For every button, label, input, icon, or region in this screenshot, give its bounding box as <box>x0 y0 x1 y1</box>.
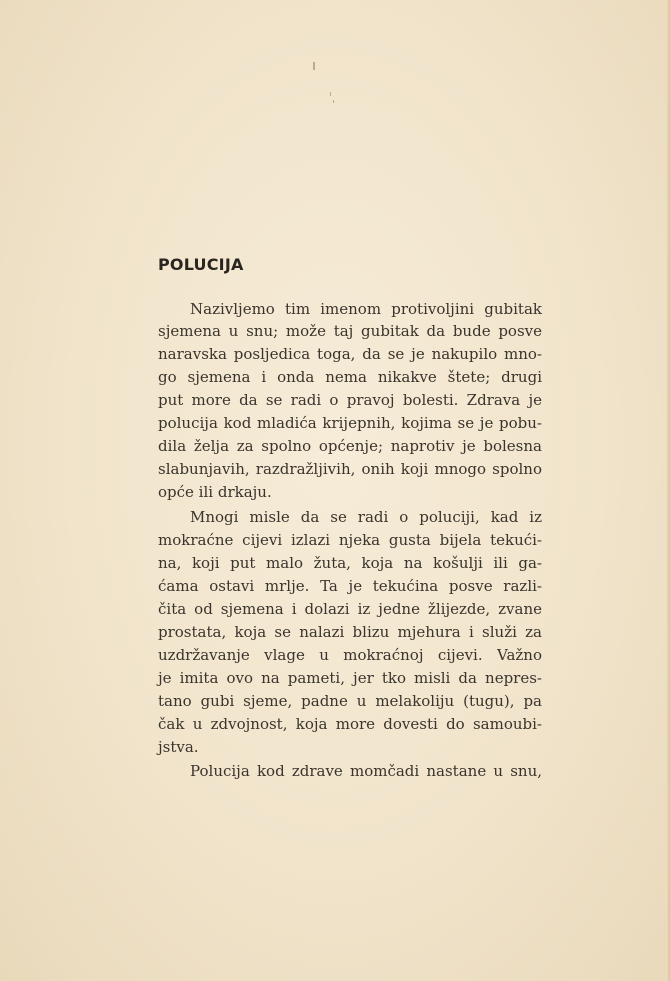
text-line: tano gubi sjeme, padne u melakoliju (tugu), pa <box>158 692 542 710</box>
paper-speck <box>330 92 331 96</box>
paper-speck <box>333 100 334 103</box>
text-line: mokraćne cijevi izlazi njeka gusta bijela tekući- <box>158 531 542 549</box>
text-line: je imita ovo na pameti, jer tko misli da nepres- <box>158 669 542 687</box>
text-line: slabunjavih, razdražljivih, onih koji mnogo spolno <box>158 460 542 478</box>
text-line: uzdržavanje vlage u mokraćnoj cijevi. Važno <box>158 646 542 664</box>
text-line: dila želja za spolno općenje; naprotiv je bolesna <box>158 437 542 455</box>
text-line: sjemena u snu; može taj gubitak da bude posve <box>158 322 542 340</box>
text-line: čak u zdvojnost, koja more dovesti do samoubi- <box>158 715 542 733</box>
text-line: na, koji put malo žuta, koja na košulji ili ga- <box>158 554 542 572</box>
text-line: put more da se radi o pravoj bolesti. Zdrava je <box>158 391 542 409</box>
text-line: čita od sjemena i dolazi iz jedne žlijezde, zvane <box>158 600 542 618</box>
text-line: naravska posljedica toga, da se je nakupilo mno- <box>158 345 542 363</box>
text-line: ćama ostavi mrlje. Ta je tekućina posve razli- <box>158 577 542 595</box>
text-line: opće ili drkaju. <box>158 483 272 501</box>
text-line: Mnogi misle da se radi o poluciji, kad iz <box>190 508 542 526</box>
text-line: Polucija kod zdrave momčadi nastane u snu, <box>190 762 542 780</box>
text-line: go sjemena i onda nema nikakve štete; drugi <box>158 368 542 386</box>
text-line: polucija kod mladića krijepnih, kojima se je pobu- <box>158 414 542 432</box>
text-line: jstva. <box>158 738 199 756</box>
page-edge <box>666 0 670 981</box>
chapter-heading: POLUCIJA <box>158 255 244 274</box>
text-line: prostata, koja se nalazi blizu mjehura i služi za <box>158 623 542 641</box>
paper-speck <box>313 62 315 70</box>
text-line: Nazivljemo tim imenom protivoljini gubitak <box>190 300 542 318</box>
